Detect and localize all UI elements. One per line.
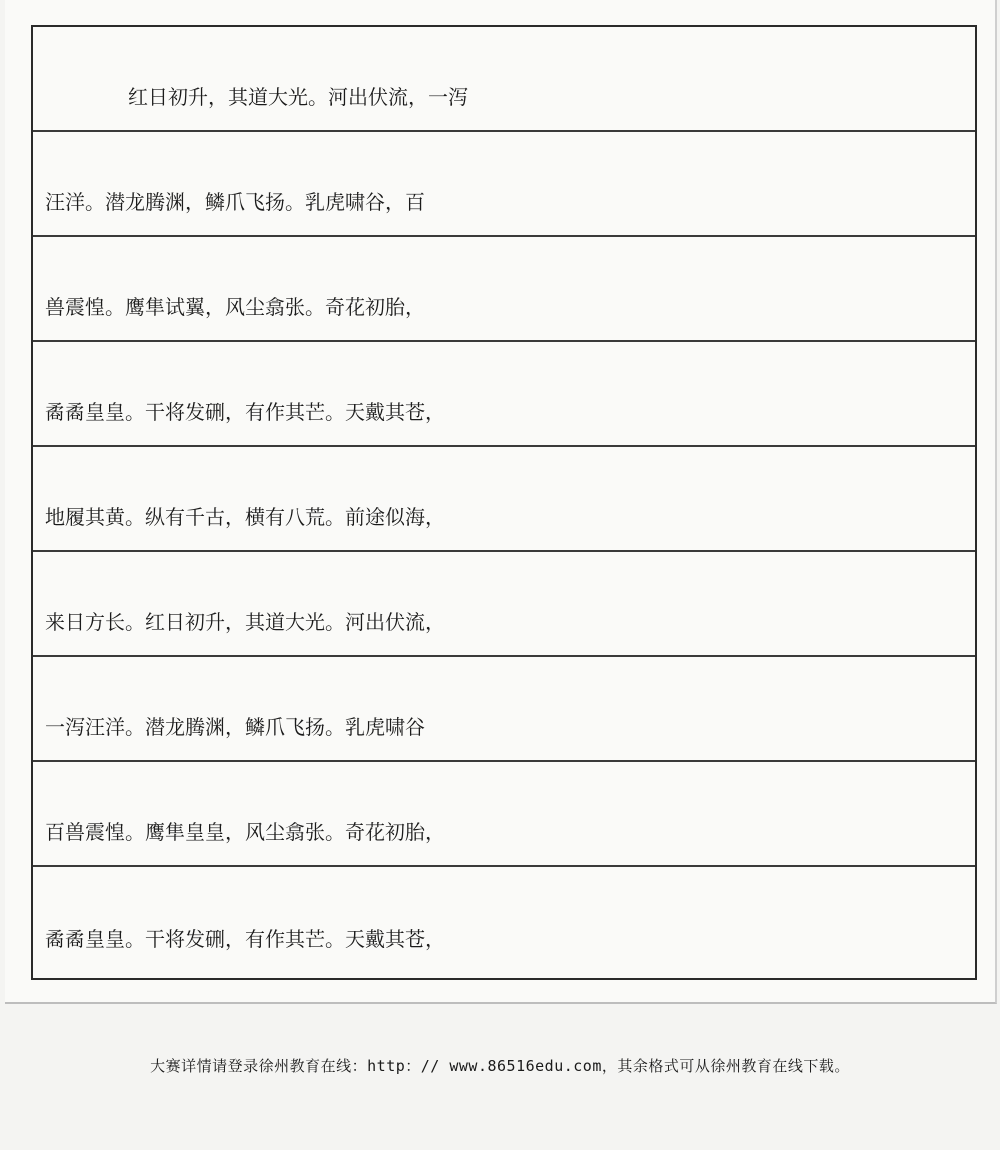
handwritten-line: 兽震惶。鹰隼试翼，风尘翕张。奇花初胎， bbox=[45, 295, 425, 319]
handwritten-line: 矞矞皇皇。干将发硎，有作其芒。天戴其苍， bbox=[45, 400, 445, 424]
handwritten-line: 来日方长。红日初升，其道大光。河出伏流， bbox=[45, 610, 445, 634]
writing-row-8 bbox=[33, 762, 975, 867]
footer-suffix: ，其余格式可从徐州教育在线下载。 bbox=[601, 1057, 850, 1075]
handwritten-line: 地履其黄。纵有千古，横有八荒。前途似海， bbox=[45, 505, 445, 529]
writing-row-4 bbox=[33, 342, 975, 447]
footer-prefix: 大赛详情请登录徐州教育在线： bbox=[150, 1057, 368, 1075]
handwritten-line: 汪洋。潜龙腾渊，鳞爪飞扬。乳虎啸谷，百 bbox=[45, 190, 425, 214]
calligraphy-sheet bbox=[5, 0, 997, 1004]
writing-row-7 bbox=[33, 657, 975, 762]
handwritten-line: 红日初升，其道大光。河出伏流，一泻 bbox=[128, 85, 468, 109]
handwritten-line: 一泻汪洋。潜龙腾渊，鳞爪飞扬。乳虎啸谷 bbox=[45, 715, 425, 739]
writing-row-9 bbox=[33, 867, 975, 972]
writing-row-6 bbox=[33, 552, 975, 657]
writing-grid bbox=[31, 25, 977, 980]
writing-row-5 bbox=[33, 447, 975, 552]
writing-row-3 bbox=[33, 237, 975, 342]
writing-row-1 bbox=[33, 27, 975, 132]
footer-note bbox=[0, 1055, 1000, 1076]
handwritten-line: 百兽震惶。鹰隼皇皇，风尘翕张。奇花初胎， bbox=[45, 820, 445, 844]
writing-row-2 bbox=[33, 132, 975, 237]
handwritten-line: 矞矞皇皇。干将发硎，有作其芒。天戴其苍， bbox=[45, 927, 445, 951]
footer-url: http：// www.86516edu.com bbox=[367, 1057, 602, 1075]
